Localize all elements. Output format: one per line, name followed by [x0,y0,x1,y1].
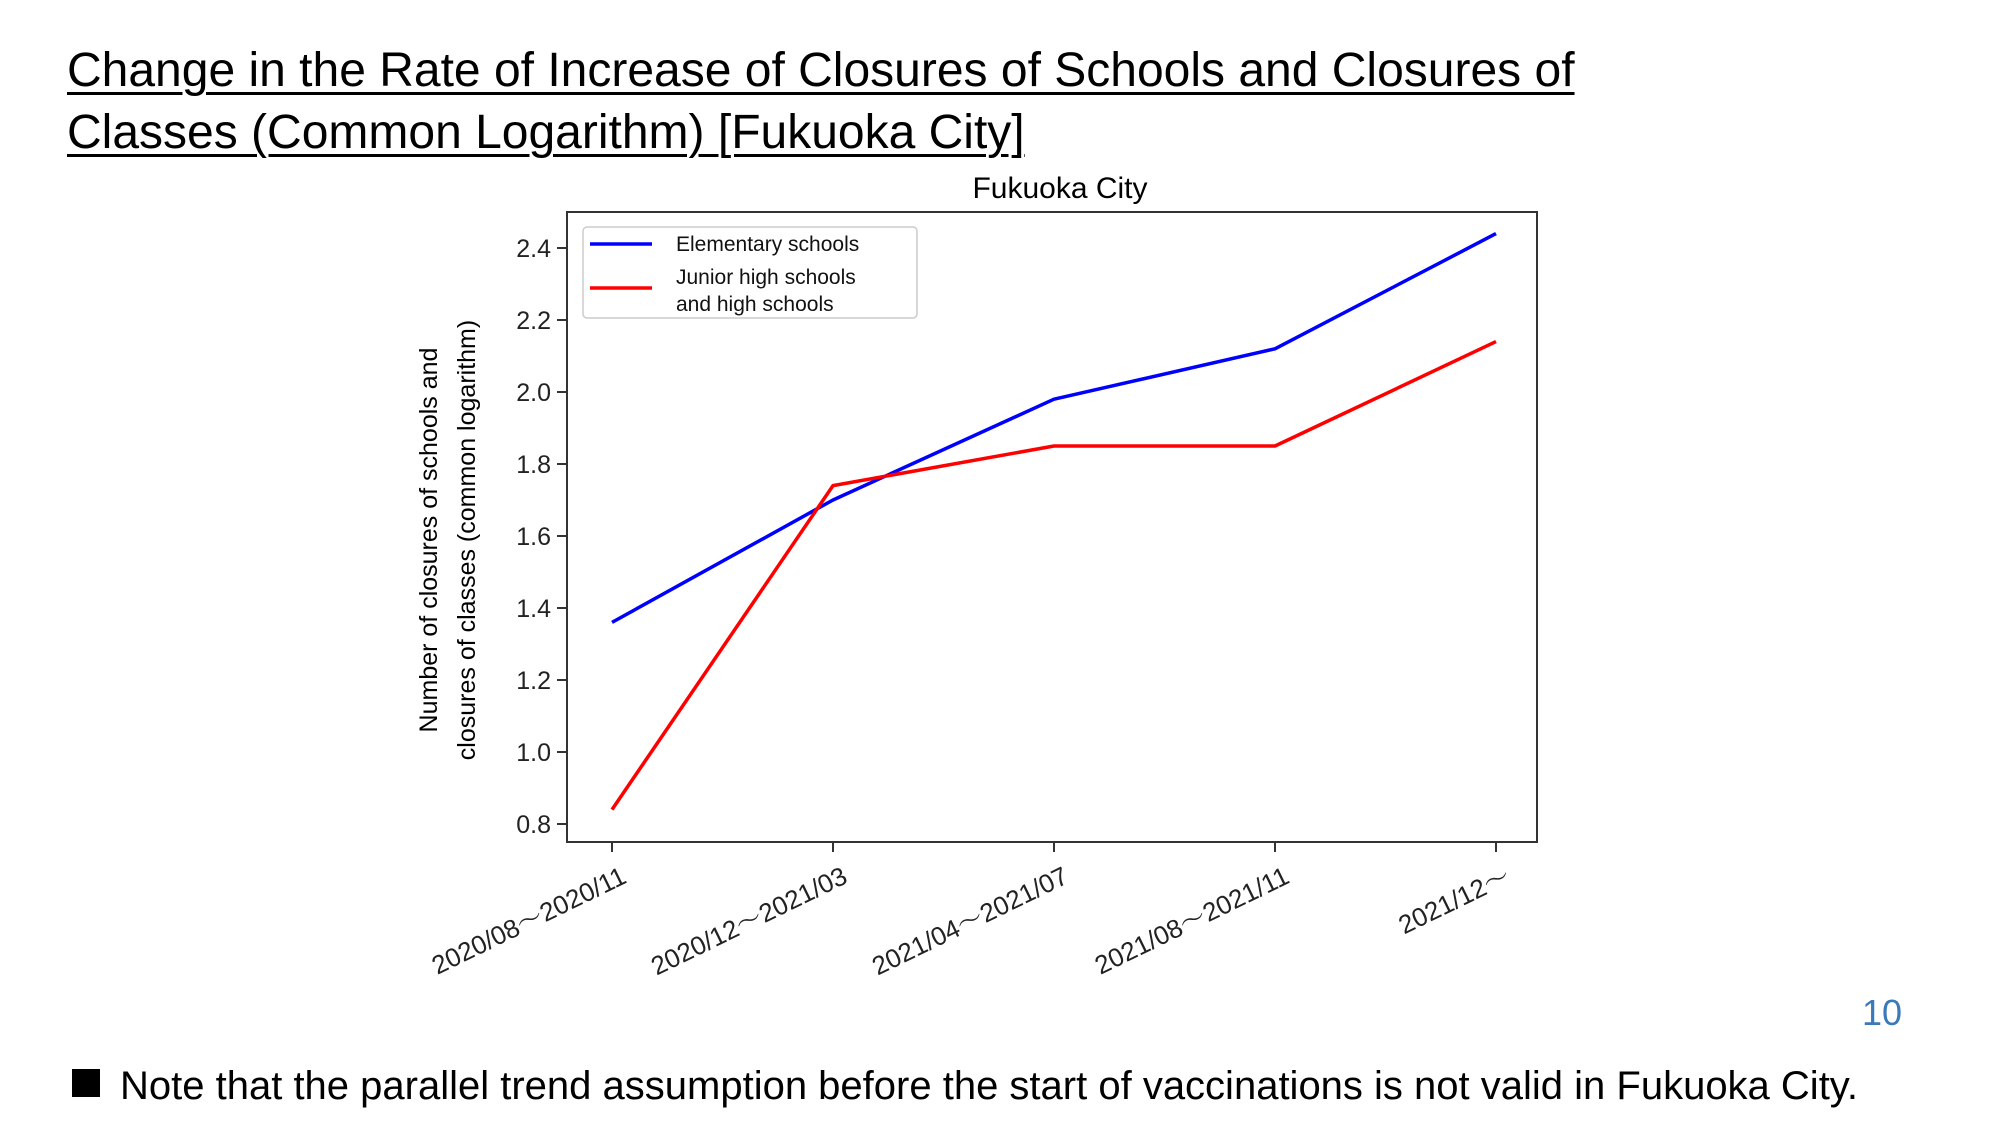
bullet-square-icon [72,1069,100,1097]
y-tick-label: 1.0 [516,739,551,767]
x-tick-label: 2020/08～2020/11 [426,860,631,981]
y-axis-label-line: Number of closures of schools and [415,347,443,733]
y-tick-label: 1.6 [516,523,551,551]
y-axis-label-line: closures of classes (common logarithm) [453,319,481,761]
y-tick-label: 2.4 [516,235,551,263]
y-tick-label: 1.2 [516,667,551,695]
y-tick-label: 2.0 [516,379,551,407]
legend [583,227,917,318]
legend-label-1: Junior high schools [676,266,856,289]
series-line-1 [612,342,1496,810]
slide-title-line-1: Change in the Rate of Increase of Closures of Schools and Closures of [67,44,1575,97]
legend-label-1: and high schools [676,293,834,316]
slide-title-line-2: Classes (Common Logarithm) [Fukuoka City] [67,106,1025,159]
y-axis-label [415,320,481,760]
y-tick-label: 1.4 [516,595,551,623]
y-tick-label: 1.8 [516,451,551,479]
page-number: 10 [1862,992,1903,1033]
y-tick-label: 2.2 [516,307,551,335]
footnote [72,1062,1858,1110]
y-tick-label: 0.8 [516,811,551,839]
x-tick-label: 2021/04～2021/07 [867,860,1073,982]
x-tick-label: 2021/12～ [1393,860,1515,940]
footnote-text: Note that the parallel trend assumption before the start of vaccinations is not valid in Fukuoka City. [120,1064,1858,1108]
chart-title: Fukuoka City [972,172,1148,205]
x-tick-label: 2020/12～2021/03 [646,860,852,982]
x-tick-label: 2021/08～2021/11 [1089,860,1294,981]
legend-label-0: Elementary schools [676,233,860,256]
